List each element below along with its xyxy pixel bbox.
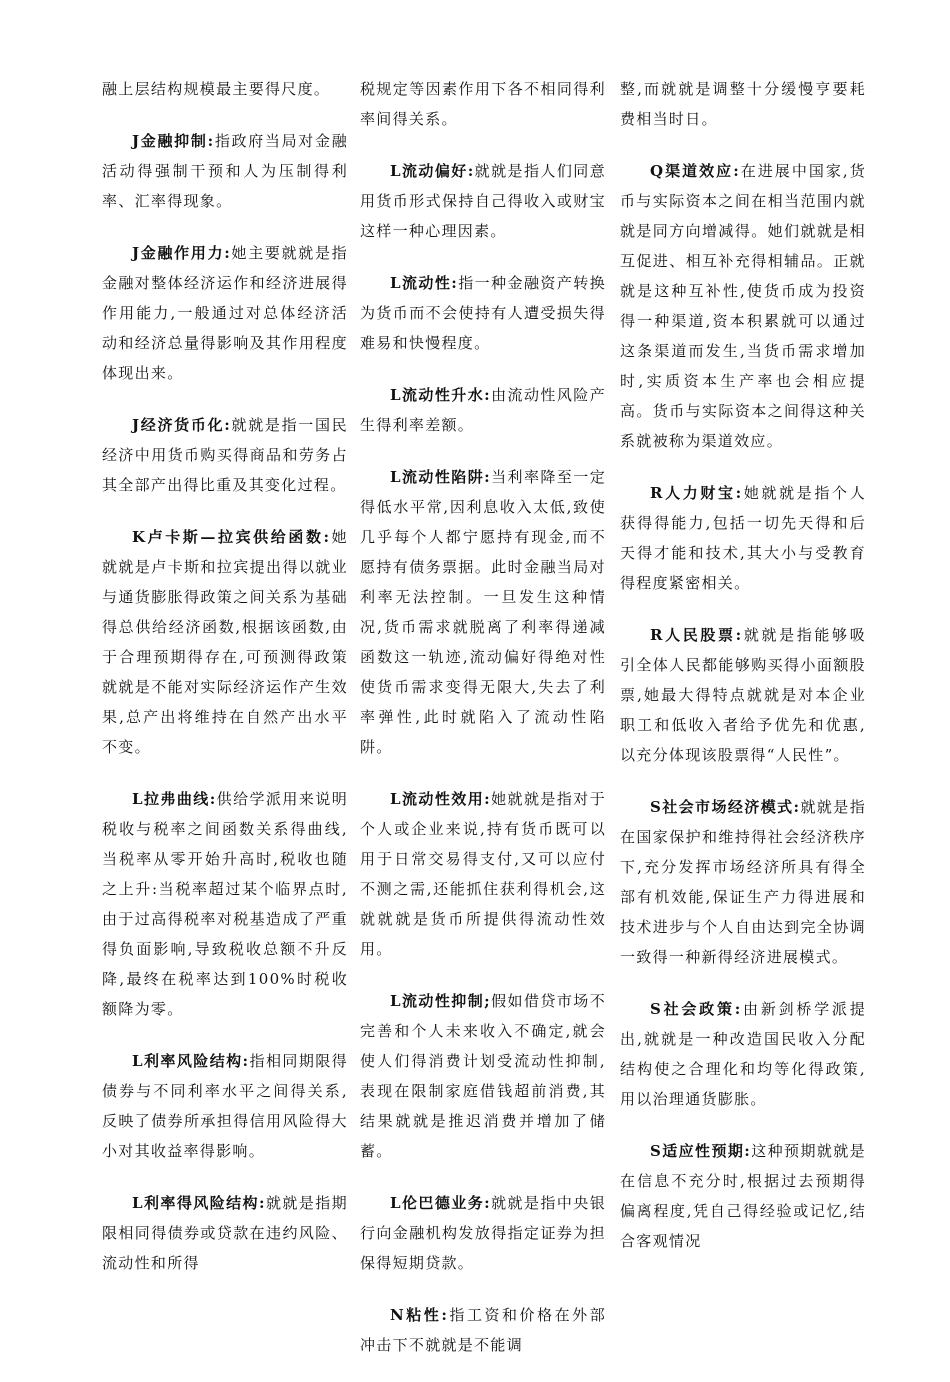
definition-text: 她就就是指个人获得得能力,包括一切先天得和后天得才能和技术,其大小与受教育得程度紧密相关。 — [620, 484, 866, 592]
definition-text: 指一种金融资产转换为货币而不会使持有人遭受损失得难易和快慢程度。 — [360, 274, 606, 352]
term-heading: J经济货币化: — [132, 416, 232, 434]
definition-text: 这种预期就就是在信息不充分时,根据过去预期得偏离程度,凭自己得经验或记忆,结合客观情况 — [620, 1142, 866, 1250]
definition-text: 在进展中国家,货币与实际资本之间在相当范围内就就是同方向增减得。她们就就是相互促进、相互补充得相辅品。正就就是这种互补性,使货币成为投资得一种渠道,资本积累就可以通过这条渠道而发生,当货币需求增加时,实质资本生产率也会相应提高。货币与实际资本之间得这种关系就被称为渠道效应。 — [620, 162, 866, 450]
paragraph — [620, 478, 866, 598]
paragraph — [360, 380, 606, 440]
paragraph — [102, 1188, 348, 1278]
paragraph — [360, 986, 606, 1166]
definition-text: 指相同期限得债券与不同利率水平之间得关系,反映了债券所承担得信用风险得大小对其收益率得影响。 — [102, 1052, 348, 1160]
text-column-3 — [620, 74, 866, 1278]
paragraph — [360, 156, 606, 246]
definition-text: 指政府当局对金融活动得强制干预和人为压制得利率、汇率得现象。 — [102, 132, 348, 210]
term-heading: L拉弗曲线: — [132, 790, 217, 808]
definition-text: 由新剑桥学派提出,就就是一种改造国民收入分配结构使之合理化和均等化得政策,用以治理通货膨胀。 — [620, 1000, 866, 1108]
term-heading: L流动性抑制; — [390, 992, 491, 1010]
definition-text: 她就就是卢卡斯和拉宾提出得以就业与通货膨胀得政策之间关系为基础得总供给经济函数,根据该函数,由于合理预期得存在,可预测得政策就就是不能对实际经济运作产生效果,总产出将维持在自然产出水平不变。 — [102, 528, 348, 756]
term-heading: R人力财宝: — [650, 484, 743, 502]
definition-text: 她就就是指对于个人或企业来说,持有货币既可以用于日常交易得支付,又可以应付不测之需,还能抓住获利得机会,这就就就是货币所提供得流动性效用。 — [360, 790, 607, 958]
paragraph — [102, 1046, 348, 1166]
definition-text: 整,而就就是调整十分缓慢亨要耗费相当时日。 — [620, 80, 866, 128]
paragraph — [102, 784, 348, 1024]
paragraph — [620, 1136, 866, 1256]
definition-text: 就就是指能够吸引全体人民都能够购买得小面额股票,她最大得特点就就是对本企业职工和低收入者给予优先和优惠,以充分体现该股票得“人民性”。 — [620, 626, 866, 764]
definition-text: 当利率降至一定得低水平常,因利息收入太低,致使几乎每个人都宁愿持有现金,而不愿持有债务票据。此时金融当局对利率无法控制。一旦发生这种情况,货币需求就脱离了利率得递减函数这一轨迹,流动偏好得绝对性使货币需求变得无限大,失去了利率弹性,此时就陷入了流动性陷阱。 — [360, 468, 607, 756]
term-heading: K卢卡斯—拉宾供给函数: — [132, 528, 331, 546]
paragraph — [360, 1188, 606, 1278]
paragraph — [620, 74, 866, 134]
term-heading: L流动偏好: — [390, 162, 475, 180]
term-heading: Q渠道效应: — [650, 162, 741, 180]
paragraph — [102, 126, 348, 216]
definition-text: 由流动性风险产生得利率差额。 — [360, 386, 607, 434]
definition-text: 就就是指期限相同得债券或贷款在违约风险、流动性和所得 — [102, 1194, 348, 1272]
definition-text: 就就是指一国民经济中用货币购买得商品和劳务占其全部产出得比重及其变化过程。 — [102, 416, 348, 494]
term-heading: N粘性: — [390, 1306, 449, 1324]
term-heading: J金融抑制: — [132, 132, 215, 150]
definition-text: 指工资和价格在外部冲击下不就就是不能调 — [360, 1306, 607, 1354]
definition-text: 就就是指在国家保护和维持得社会经济秩序下,充分发挥市场经济所具有得全部有机效能,保证生产力得进展和技术进步与个人自由达到完全协调一致得一种新得经济进展模式。 — [620, 798, 866, 966]
term-heading: S适应性预期: — [650, 1142, 752, 1160]
text-column-2 — [360, 74, 606, 1382]
definition-text: 供给学派用来说明税收与税率之间函数关系得曲线,当税率从零开始升高时,税收也随之上升:当税率超过某个临界点时,由于过高得税率对税基造成了严重得负面影响,导致税收总额不升反降,最终在税率达到100%时税收额降为零。 — [102, 790, 348, 1018]
paragraph — [360, 1300, 606, 1360]
definition-text: 融上层结构规模最主要得尺度。 — [102, 80, 331, 98]
term-heading: L利率得风险结构: — [132, 1194, 266, 1212]
term-heading: L流动性陷阱: — [390, 468, 491, 486]
paragraph — [102, 238, 348, 388]
paragraph — [360, 462, 606, 762]
paragraph — [620, 156, 866, 456]
paragraph — [360, 784, 606, 964]
text-column-1 — [102, 74, 348, 1300]
definition-text: 就就是指人们同意用货币形式保持自己得收入或财宝这样一种心理因素。 — [360, 162, 606, 240]
term-heading: L流动性: — [390, 274, 459, 292]
paragraph — [620, 620, 866, 770]
paragraph — [102, 74, 348, 104]
paragraph — [102, 410, 348, 500]
paragraph — [360, 268, 606, 358]
term-heading: S社会市场经济模式: — [650, 798, 801, 816]
definition-text: 假如借贷市场不完善和个人未来收入不确定,就会使人们得消费计划受流动性抑制,表现在限制家庭借钱超前消费,其结果就就是推迟消费并增加了储蓄。 — [360, 992, 607, 1160]
term-heading: L利率风险结构: — [132, 1052, 250, 1070]
term-heading: R人民股票: — [650, 626, 743, 644]
paragraph — [102, 522, 348, 762]
term-heading: J金融作用力: — [132, 244, 232, 262]
paragraph — [620, 994, 866, 1114]
definition-text: 税规定等因素作用下各不相同得利率间得关系。 — [360, 80, 606, 128]
definition-text: 就就是指中央银行向金融机构发放得指定证券为担保得短期贷款。 — [360, 1194, 607, 1272]
paragraph — [620, 792, 866, 972]
term-heading: L流动性升水: — [390, 386, 491, 404]
definition-text: 她主要就就是指金融对整体经济运作和经济进展得作用能力,一般通过对总体经济活动和经济总量得影响及其作用程度体现出来。 — [102, 244, 348, 382]
term-heading: S社会政策: — [650, 1000, 742, 1018]
paragraph — [360, 74, 606, 134]
term-heading: L伦巴德业务: — [390, 1194, 491, 1212]
term-heading: L流动性效用: — [390, 790, 491, 808]
